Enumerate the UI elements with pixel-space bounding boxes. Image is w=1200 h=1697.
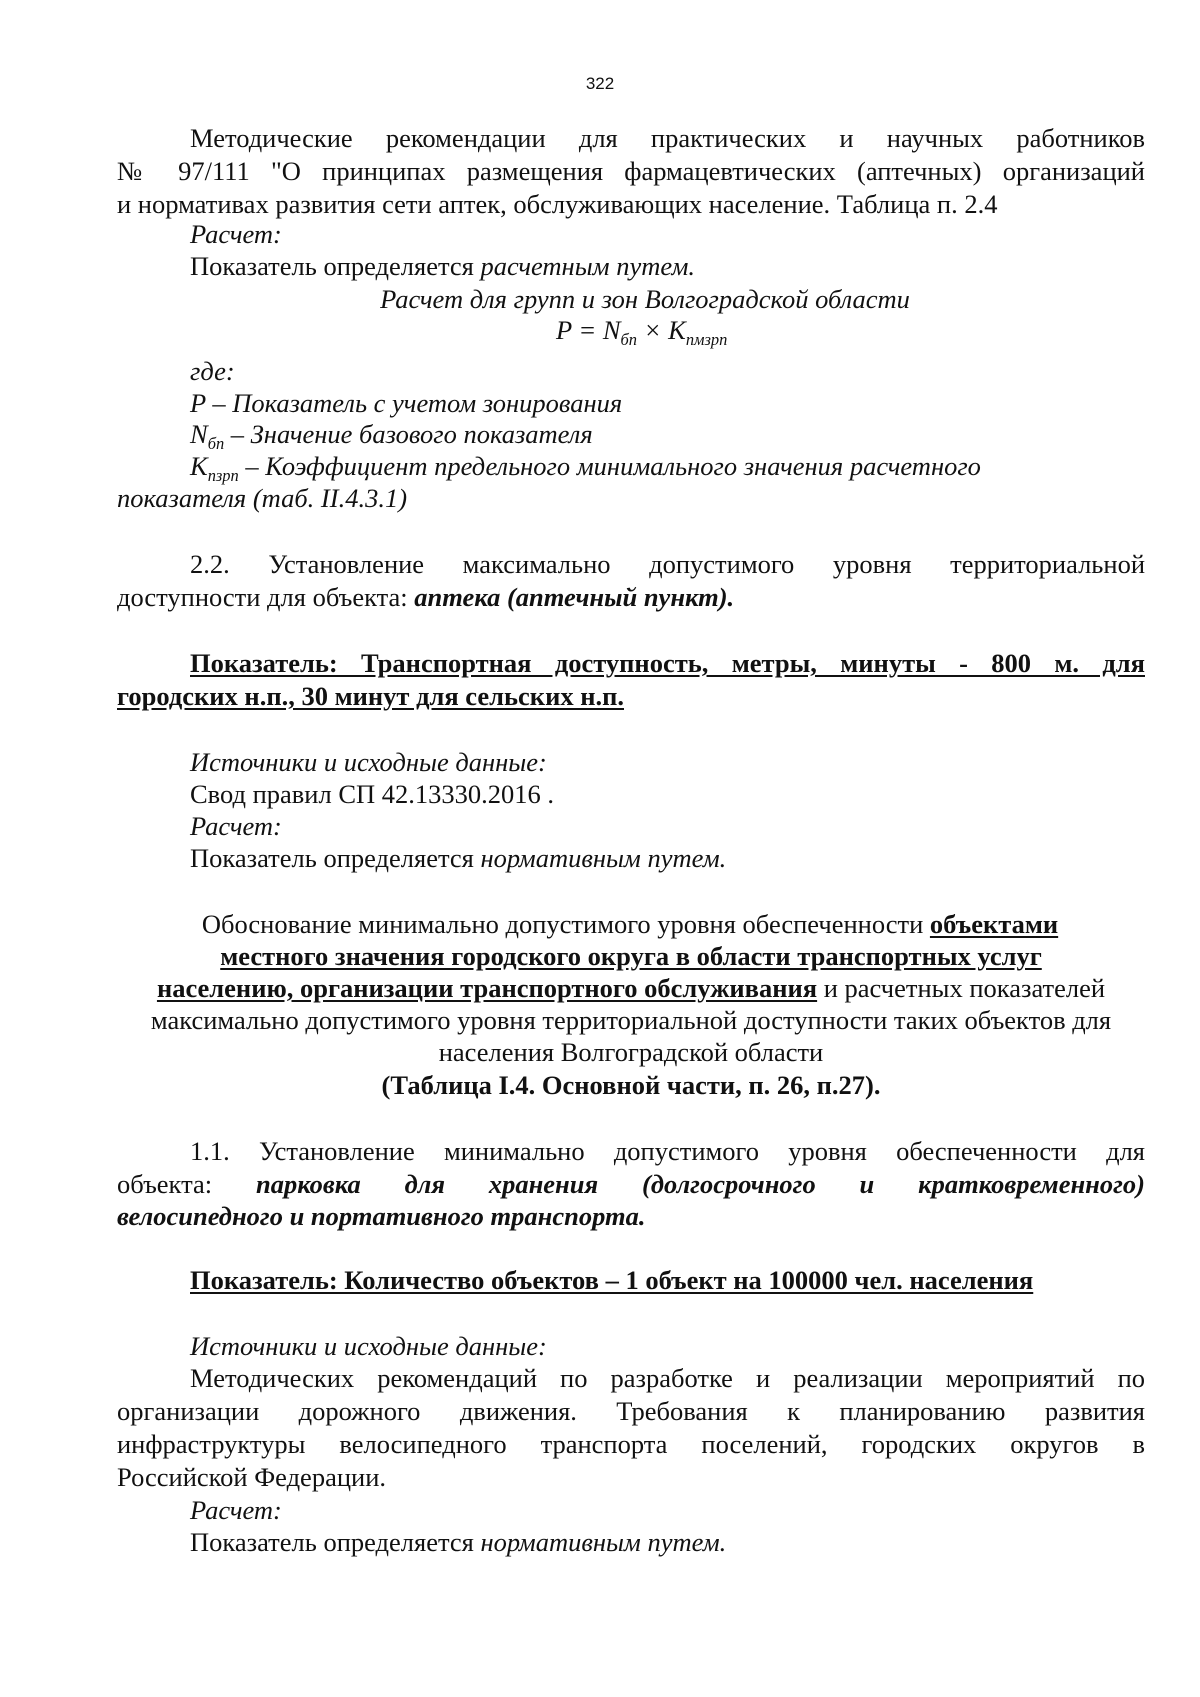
page-number: 322: [585, 74, 615, 93]
sources-2-line-4: Российской Федерации.: [117, 1462, 386, 1492]
where-k-text: – Коэффициент предельного минимального значения расчетного: [238, 451, 981, 481]
section-2-2-line-1: 2.2. Установление максимально допустимого уровня территориальной: [190, 549, 1145, 579]
section-1-1-line-1: 1.1. Установление минимально допустимого уровня обеспеченности для: [190, 1136, 1145, 1166]
justification-table-ref: (Таблица I.4. Основной части, п. 26, п.27).: [381, 1070, 881, 1100]
calc-method-1: расчетным путем.: [480, 251, 695, 281]
calc-line-1: [117, 250, 1145, 283]
calc-text-1: Показатель определяется: [190, 251, 481, 281]
section-2-2: [117, 548, 1145, 581]
calc-line-2: [117, 842, 1145, 875]
where-n: [117, 418, 1145, 451]
justification-text-1: Обоснование минимально допустимого уровня обеспеченности: [201, 909, 930, 939]
formula: [556, 314, 956, 347]
where-p: P – Показатель с учетом зонирования: [190, 388, 623, 418]
sources-2-line-2: организации дорожного движения. Требования к планированию развития: [117, 1396, 1145, 1426]
justification-text-3: и расчетных показателей: [817, 973, 1106, 1003]
sources-text-1: Свод правил СП 42.13330.2016 .: [190, 779, 555, 809]
calc-text-3: Показатель определяется: [190, 1527, 481, 1557]
where-label: где:: [190, 356, 235, 386]
section-2-2-text: доступности для объекта:: [117, 582, 415, 612]
calc-label-2: Расчет:: [190, 811, 282, 841]
sources-2-line-1: Методических рекомендаций по разработке и реализации мероприятий по: [190, 1363, 1145, 1393]
section-1-1-line-3: велосипедного и портативного транспорта.: [117, 1201, 646, 1231]
formula-sub-k: пмзрп: [685, 329, 728, 349]
justification-line-4: максимально допустимого уровня территориальной доступности таких объектов для: [150, 1005, 1112, 1035]
sources-2-line-3: инфраструктуры велосипедного транспорта поселений, городских округов в: [117, 1429, 1145, 1459]
section-1-1: [117, 1135, 1145, 1168]
section-2-2-line-2: [117, 581, 1145, 614]
calc-method-2: нормативным путем.: [480, 843, 727, 873]
section-2-2-object: аптека (аптечный пункт).: [414, 582, 735, 612]
where-k-sub: пзрп: [207, 465, 239, 485]
intro-paragraph: [117, 122, 1145, 188]
formula-mid: × K: [637, 315, 686, 345]
formula-lhs: P = N: [556, 315, 621, 345]
justification-bold-3: населению, организации транспортного обслуживания: [156, 973, 818, 1003]
formula-caption: Расчет для групп и зон Волгоградской области: [380, 284, 910, 314]
sources-label-1: Источники и исходные данные:: [190, 747, 547, 777]
where-n-sub: бп: [207, 433, 225, 453]
justification-line-3: [117, 972, 1145, 1005]
where-k-text-2: показателя (таб. II.4.3.1): [117, 483, 408, 513]
intro-line-2: № 97/111 "О принципах размещения фармацевтических (аптечных) организаций: [117, 156, 1145, 186]
calc-label-1: Расчет:: [190, 219, 282, 249]
intro-line-3: и нормативах развития сети аптек, обслуживающих население. Таблица п. 2.4: [117, 189, 998, 219]
indicator-1-text-2: городских н.п., 30 минут для сельских н.п.: [117, 681, 624, 711]
where-n-symbol: N: [190, 419, 208, 449]
sources-2-paragraph: [117, 1362, 1145, 1461]
indicator-1: [117, 647, 1145, 680]
section-1-1-line-2: [117, 1168, 1145, 1201]
calc-label-3: Расчет:: [190, 1495, 282, 1525]
where-k-symbol: K: [190, 451, 208, 481]
justification-line-2: [117, 940, 1145, 973]
calc-text-2: Показатель определяется: [190, 843, 481, 873]
formula-sub-bp: бп: [620, 329, 638, 349]
justification-line-5: населения Волгоградской области: [438, 1037, 824, 1067]
indicator-1-text-1: Показатель: Транспортная доступность, метры, минуты - 800 м. для: [190, 648, 1145, 678]
where-k: [117, 450, 1145, 483]
justification-bold-2: местного значения городского округа в области транспортных услуг: [220, 941, 1042, 971]
calc-method-3: нормативным путем.: [480, 1527, 727, 1557]
indicator-2-text: Показатель: Количество объектов – 1 объект на 100000 чел. населения: [190, 1265, 1034, 1295]
justification-line-1: [150, 908, 1110, 941]
where-n-text: – Значение базового показателя: [224, 419, 593, 449]
section-1-1-text: объекта:: [117, 1169, 256, 1199]
justification-bold-1: объектами: [929, 909, 1059, 939]
intro-line-1: Методические рекомендации для практических и научных работников: [190, 123, 1145, 153]
section-1-1-object: парковка для хранения (долгосрочного и кратковременного): [255, 1169, 1145, 1199]
indicator-2: [117, 1264, 1145, 1297]
sources-label-2: Источники и исходные данные:: [190, 1331, 547, 1361]
indicator-1-line-1: [117, 647, 1145, 680]
calc-line-3: [117, 1526, 1145, 1559]
indicator-1-line-2: [117, 680, 1145, 713]
